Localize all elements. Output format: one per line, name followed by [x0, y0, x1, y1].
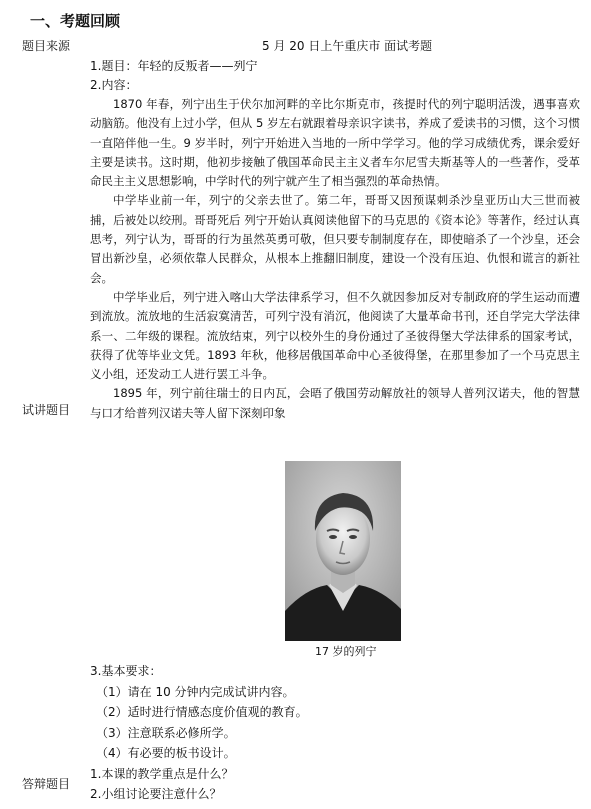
- article-paragraph: 1870 年春，列宁出生于伏尔加河畔的辛比尔斯克市，孩提时代的列宁聪明活泼，遇事喜欢动脑筋。他没有上过小学，但从 5 岁左右就跟着母亲识字读书，养成了爱读书的习惯，这个习惯一直陪伴他一生。9 岁半时，列宁开始进入当地的一所中学学习。他的学习成绩优秀，课余爱好主要是读书。这时期，他初步接触了俄国革命民主主义者车尔尼雪夫斯基等人的一些著作，受革命民主主义思想影响，中学时代的列宁就产生了相当强烈的革命热情。: [90, 97, 580, 189]
- requirement-item: （2）适时进行情感态度价值观的教育。: [96, 705, 308, 719]
- topic-line: 1.题目：年轻的反叛者——列宁: [90, 59, 258, 73]
- defense-question: 1.本课的教学重点是什么？: [90, 767, 234, 781]
- defense-question: 2.小组讨论要注意什么？: [90, 787, 222, 801]
- label-defense: 答辩题目: [22, 777, 71, 791]
- requirement-item: （1）请在 10 分钟内完成试讲内容。: [96, 685, 295, 699]
- portrait-photo: [285, 461, 401, 641]
- photo-caption: 17 岁的列宁: [315, 645, 377, 658]
- label-source: 题目来源: [22, 39, 71, 53]
- section-heading: 一、考题回顾: [30, 12, 121, 30]
- requirement-item: （4）有必要的板书设计。: [96, 746, 236, 760]
- portrait-image: [285, 461, 401, 641]
- article-body: [90, 95, 580, 423]
- article-paragraph: 1895 年，列宁前往瑞士的日内瓦，会晤了俄国劳动解放社的领导人普列汉诺夫，他的智慧与口才给普列汉诺夫等人留下深刻印象: [90, 386, 580, 420]
- requirement-item: （3）注意联系必修所学。: [96, 726, 236, 740]
- article-paragraph: 中学毕业后，列宁进入喀山大学法律系学习，但不久就因参加反对专制政府的学生运动而遭到流放。流放地的生活寂寞清苦，可列宁没有消沉，他阅读了大量革命书刊，还自学完大学法律系一、二年级的课程。流放结束，列宁以校外生的身份通过了圣彼得堡大学法律系的国家考试，获得了优等毕业文凭。1893 年秋，他移居俄国革命中心圣彼得堡，在那里参加了一个马克思主义小组，还发动工人进行罢工斗争。: [90, 289, 580, 382]
- label-trial: 试讲题目: [22, 403, 71, 417]
- source-content: 5 月 20 日上午重庆市 面试考题: [262, 39, 433, 53]
- article-paragraph: 中学毕业前一年，列宁的父亲去世了。第二年，哥哥又因预谋刺杀沙皇亚历山大三世而被捕，后被处以绞刑。哥哥死后 列宁开始认真阅读他留下的马克思的《资本论》等著作，经过认真思考，列宁认为，哥哥的行为虽然英勇可敬，但只要专制制度存在，即使暗杀了一个沙皇，还会冒出新沙皇，必须依靠人民群众，从根本上推翻旧制度，建设一个没有压迫、仇恨和谎言的新社会。: [90, 193, 580, 285]
- requirements-title: 3.基本要求：: [90, 664, 162, 678]
- content-label: 2.内容：: [90, 78, 138, 92]
